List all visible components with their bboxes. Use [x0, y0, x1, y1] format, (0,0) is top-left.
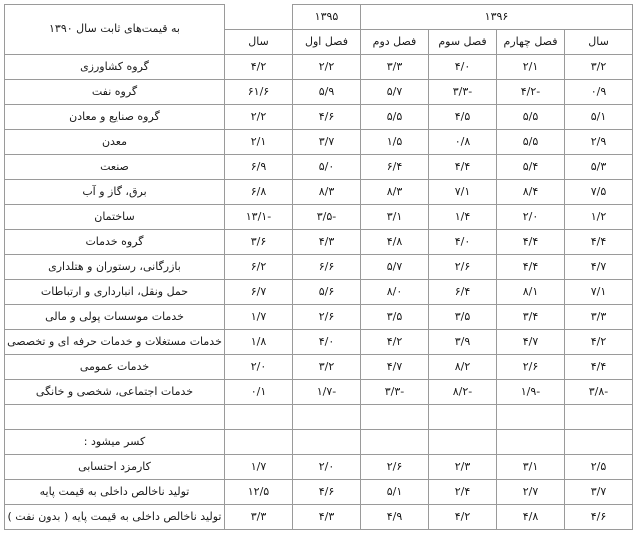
table-cell: ۶/۴ — [429, 280, 497, 305]
row-label: برق، گاز و آب — [4, 180, 224, 205]
table-cell: ۱/۷ — [224, 305, 292, 330]
table-cell — [497, 405, 565, 430]
table-cell: ۵/۵ — [497, 130, 565, 155]
table-cell: -۱/۷ — [292, 380, 360, 405]
table-row — [4, 505, 632, 530]
table-cell: ۵/۵ — [497, 105, 565, 130]
table-cell: ۳/۹ — [429, 330, 497, 355]
row-label: خدمات مستغلات و خدمات حرفه ای و تخصصی — [4, 330, 224, 355]
table-cell: ۲/۲ — [292, 55, 360, 80]
table-cell: ۳/۵ — [360, 305, 428, 330]
table-cell: ۶/۸ — [224, 180, 292, 205]
table-row — [4, 55, 632, 80]
table-cell: ۱/۸ — [224, 330, 292, 355]
table-cell: -۳/۳ — [429, 80, 497, 105]
row-label: معدن — [4, 130, 224, 155]
table-row — [4, 80, 632, 105]
table-cell: ۴/۸ — [497, 505, 565, 530]
table-cell: ۲/۶ — [360, 455, 428, 480]
table-row — [4, 330, 632, 355]
table-cell: -۴/۲ — [497, 80, 565, 105]
table-row — [4, 130, 632, 155]
table-cell — [224, 430, 292, 455]
table-cell: ۳/۱ — [497, 455, 565, 480]
row-label: بازرگانی، رستوران و هتلداری — [4, 255, 224, 280]
table-cell: ۲/۰ — [224, 355, 292, 380]
table-cell: ۱/۴ — [429, 205, 497, 230]
table-cell: ۴/۰ — [429, 230, 497, 255]
table-cell: ۴/۰ — [292, 330, 360, 355]
table-cell: ۸/۳ — [292, 180, 360, 205]
table-cell: ۴/۲ — [565, 330, 633, 355]
table-cell: ۶/۴ — [360, 155, 428, 180]
table-cell: ۲/۶ — [429, 255, 497, 280]
table-cell: ۴/۲ — [224, 55, 292, 80]
row-label: گروه نفت — [4, 80, 224, 105]
table-cell — [497, 430, 565, 455]
table-cell — [565, 405, 633, 430]
row-label: خدمات اجتماعی، شخصی و خانگی — [4, 380, 224, 405]
row-label: تولید ناخالص داخلی به قیمت پایه ( بدون نفت ) — [4, 505, 224, 530]
table-cell: ۳/۵ — [429, 305, 497, 330]
row-label: کسر میشود : — [4, 430, 224, 455]
table-cell: ۴/۸ — [360, 230, 428, 255]
table-row — [4, 105, 632, 130]
header-year-1395: ۱۳۹۵ — [292, 5, 360, 30]
row-label: حمل ونقل، انبارداری و ارتباطات — [4, 280, 224, 305]
table-cell: ۴/۷ — [565, 255, 633, 280]
table-cell: ۱/۲ — [565, 205, 633, 230]
table-cell: ۴/۷ — [360, 355, 428, 380]
table-cell: ۸/۳ — [360, 180, 428, 205]
table-cell: ۵/۷ — [360, 255, 428, 280]
table-cell: ۳/۴ — [497, 305, 565, 330]
table-cell: ۸/۴ — [497, 180, 565, 205]
table-cell: ۶/۶ — [292, 255, 360, 280]
table-cell: ۲/۲ — [224, 105, 292, 130]
table-row — [4, 430, 632, 455]
table-cell — [429, 430, 497, 455]
table-cell: ۵/۱ — [565, 105, 633, 130]
table-row — [4, 380, 632, 405]
table-cell: ۳/۲ — [292, 355, 360, 380]
table-cell: ۲/۷ — [497, 480, 565, 505]
table-cell: ۵/۹ — [292, 80, 360, 105]
table-cell: ۱۲/۵ — [224, 480, 292, 505]
table-cell: ۴/۰ — [429, 55, 497, 80]
table-cell — [292, 430, 360, 455]
header-year-1396: ۱۳۹۶ — [360, 5, 632, 30]
table-cell: ۷/۱ — [565, 280, 633, 305]
table-cell: -۳/۳ — [360, 380, 428, 405]
table-cell: ۶/۲ — [224, 255, 292, 280]
table-cell: ۴/۴ — [497, 255, 565, 280]
table-cell: ۳/۶ — [224, 230, 292, 255]
table-cell: ۳/۳ — [360, 55, 428, 80]
table-cell: ۴/۴ — [565, 355, 633, 380]
table-cell: ۳/۱ — [360, 205, 428, 230]
table-cell: ۷/۱ — [429, 180, 497, 205]
table-row — [4, 305, 632, 330]
table-cell: ۴/۴ — [565, 230, 633, 255]
table-cell: ۲/۳ — [429, 455, 497, 480]
table-cell: ۳/۳ — [565, 305, 633, 330]
table-cell: ۵/۱ — [360, 480, 428, 505]
table-cell — [360, 405, 428, 430]
table-cell: ۴/۲ — [360, 330, 428, 355]
table-cell: ۱/۵ — [360, 130, 428, 155]
table-cell: ۶۱/۶ — [224, 80, 292, 105]
table-cell: ۴/۴ — [497, 230, 565, 255]
table-cell: -۱/۹ — [497, 380, 565, 405]
table-cell: ۲/۰ — [497, 205, 565, 230]
table-cell: ۴/۶ — [292, 480, 360, 505]
table-cell: ۰/۸ — [429, 130, 497, 155]
table-cell: -۳/۵ — [292, 205, 360, 230]
row-label: کارمزد احتسابی — [4, 455, 224, 480]
table-cell: ۰/۹ — [565, 80, 633, 105]
table-cell: ۴/۳ — [292, 230, 360, 255]
table-cell: ۴/۶ — [565, 505, 633, 530]
table-cell: ۴/۳ — [292, 505, 360, 530]
table-cell: ۳/۳ — [224, 505, 292, 530]
table-row — [4, 230, 632, 255]
table-cell: ۳/۷ — [565, 480, 633, 505]
page-title: به قیمت‌های ثابت سال ۱۳۹۰ — [4, 5, 224, 55]
table-cell: ۵/۳ — [565, 155, 633, 180]
table-cell: ۴/۵ — [429, 105, 497, 130]
row-label: خدمات موسسات پولی و مالی — [4, 305, 224, 330]
table-row — [4, 355, 632, 380]
row-label: تولید ناخالص داخلی به قیمت پایه — [4, 480, 224, 505]
row-label: ساختمان — [4, 205, 224, 230]
col-header-year-1395: سال — [224, 30, 292, 55]
table-row — [4, 155, 632, 180]
table-cell: ۴/۶ — [292, 105, 360, 130]
col-header-q1: فصل اول — [292, 30, 360, 55]
table-row — [4, 255, 632, 280]
table-cell: ۲/۶ — [292, 305, 360, 330]
col-header-q4: فصل چهارم — [497, 30, 565, 55]
table-cell: ۲/۱ — [224, 130, 292, 155]
table-row — [4, 455, 632, 480]
table-row — [4, 480, 632, 505]
table-row — [4, 405, 632, 430]
table-cell: ۱/۷ — [224, 455, 292, 480]
table-cell: ۲/۵ — [565, 455, 633, 480]
table-cell: -۸/۲ — [429, 380, 497, 405]
table-cell: ۰/۱ — [224, 380, 292, 405]
table-cell: ۳/۷ — [292, 130, 360, 155]
table-cell: ۶/۹ — [224, 155, 292, 180]
table-cell: ۴/۲ — [429, 505, 497, 530]
header-row-years — [4, 5, 632, 30]
row-label: گروه خدمات — [4, 230, 224, 255]
table-cell: ۲/۱ — [497, 55, 565, 80]
table-cell: ۸/۲ — [429, 355, 497, 380]
table-cell: ۲/۰ — [292, 455, 360, 480]
table-row — [4, 180, 632, 205]
table-cell — [224, 405, 292, 430]
table-row — [4, 205, 632, 230]
table-cell: ۷/۵ — [565, 180, 633, 205]
table-cell: ۶/۷ — [224, 280, 292, 305]
table-cell: ۵/۵ — [360, 105, 428, 130]
table-cell: ۵/۴ — [497, 155, 565, 180]
table-cell: ۵/۷ — [360, 80, 428, 105]
header-spacer — [224, 5, 292, 30]
table-cell: ۳/۲ — [565, 55, 633, 80]
table-cell: -۳/۸ — [565, 380, 633, 405]
table-cell — [292, 405, 360, 430]
table-cell — [360, 430, 428, 455]
table-cell: ۵/۶ — [292, 280, 360, 305]
table-cell: ۸/۰ — [360, 280, 428, 305]
table-cell: ۴/۷ — [497, 330, 565, 355]
row-label: خدمات عمومی — [4, 355, 224, 380]
table-cell: ۴/۴ — [429, 155, 497, 180]
table-header — [4, 5, 632, 55]
table-body — [4, 55, 632, 530]
table-cell: -۱۳/۱ — [224, 205, 292, 230]
table-row — [4, 280, 632, 305]
table-cell — [565, 430, 633, 455]
table-cell: ۵/۰ — [292, 155, 360, 180]
row-label — [4, 405, 224, 430]
col-header-q2: فصل دوم — [360, 30, 428, 55]
table-cell: ۴/۹ — [360, 505, 428, 530]
row-label: صنعت — [4, 155, 224, 180]
table-cell: ۲/۶ — [497, 355, 565, 380]
table-cell: ۲/۴ — [429, 480, 497, 505]
growth-rates-table — [4, 4, 633, 530]
row-label: گروه کشاورزی — [4, 55, 224, 80]
table-cell — [429, 405, 497, 430]
col-header-year-1396: سال — [565, 30, 633, 55]
table-cell: ۸/۱ — [497, 280, 565, 305]
table-cell: ۲/۹ — [565, 130, 633, 155]
col-header-q3: فصل سوم — [429, 30, 497, 55]
row-label: گروه صنایع و معادن — [4, 105, 224, 130]
